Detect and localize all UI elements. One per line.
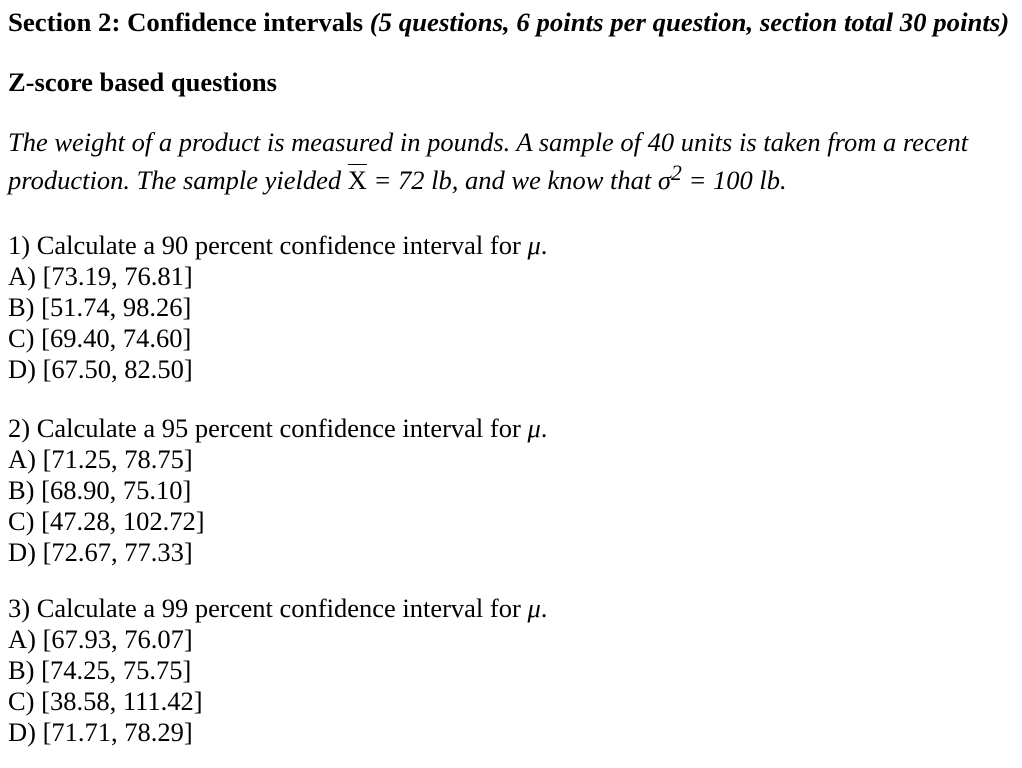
sigma-exponent: 2 [670, 160, 682, 185]
question-2 [8, 413, 547, 568]
answer-option-c: C) [69.40, 74.60] [8, 323, 192, 353]
question-3 [8, 593, 547, 748]
answer-option-d: D) [67.50, 82.50] [8, 354, 193, 384]
question-prompt [8, 593, 547, 624]
mu-symbol: μ [527, 413, 541, 443]
question-1 [8, 230, 547, 385]
problem-statement-start: production. The sample yielded [8, 165, 342, 195]
answer-option-b: B) [51.74, 98.26] [8, 292, 192, 322]
problem-statement-variance: = 100 lb. [688, 165, 787, 195]
problem-statement-mean: = 72 lb, and we know that [373, 165, 652, 195]
section-details: (5 questions, 6 points per question, section total 30 points) [369, 7, 1010, 37]
section-heading [8, 7, 1009, 37]
question-prompt-text: 3) Calculate a 99 percent confidence interval for [8, 593, 521, 623]
subheading: Z-score based questions [8, 67, 277, 97]
x-bar-symbol: $\overline{X}$ [347, 165, 367, 195]
answer-option-a: A) [73.19, 76.81] [8, 261, 193, 291]
question-prompt [8, 230, 547, 261]
answer-option-c: C) [47.28, 102.72] [8, 506, 205, 536]
problem-statement-line-1: The weight of a product is measured in pounds. A sample of 40 units is taken from a recent [8, 127, 969, 157]
question-prompt-text: 1) Calculate a 90 percent confidence interval for [8, 230, 521, 260]
question-prompt-text: 2) Calculate a 95 percent confidence interval for [8, 413, 521, 443]
sigma-symbol: σ [657, 165, 671, 195]
problem-statement [8, 123, 968, 201]
answer-option-b: B) [68.90, 75.10] [8, 475, 192, 505]
sigma-squared [657, 160, 682, 195]
question-prompt-period: . [540, 413, 548, 443]
answer-option-a: A) [67.93, 76.07] [8, 624, 193, 654]
answer-option-c: C) [38.58, 111.42] [8, 686, 203, 716]
problem-statement-line-2 [8, 161, 968, 201]
answer-option-d: D) [72.67, 77.33] [8, 537, 193, 567]
mu-symbol: μ [527, 593, 541, 623]
question-prompt [8, 413, 547, 444]
answer-option-d: D) [71.71, 78.29] [8, 717, 193, 747]
question-prompt-period: . [540, 230, 548, 260]
answer-option-a: A) [71.25, 78.75] [8, 444, 193, 474]
answer-option-b: B) [74.25, 75.75] [8, 655, 192, 685]
question-prompt-period: . [540, 593, 548, 623]
section-title: Section 2: Confidence intervals [8, 7, 364, 37]
mu-symbol: μ [527, 230, 541, 260]
